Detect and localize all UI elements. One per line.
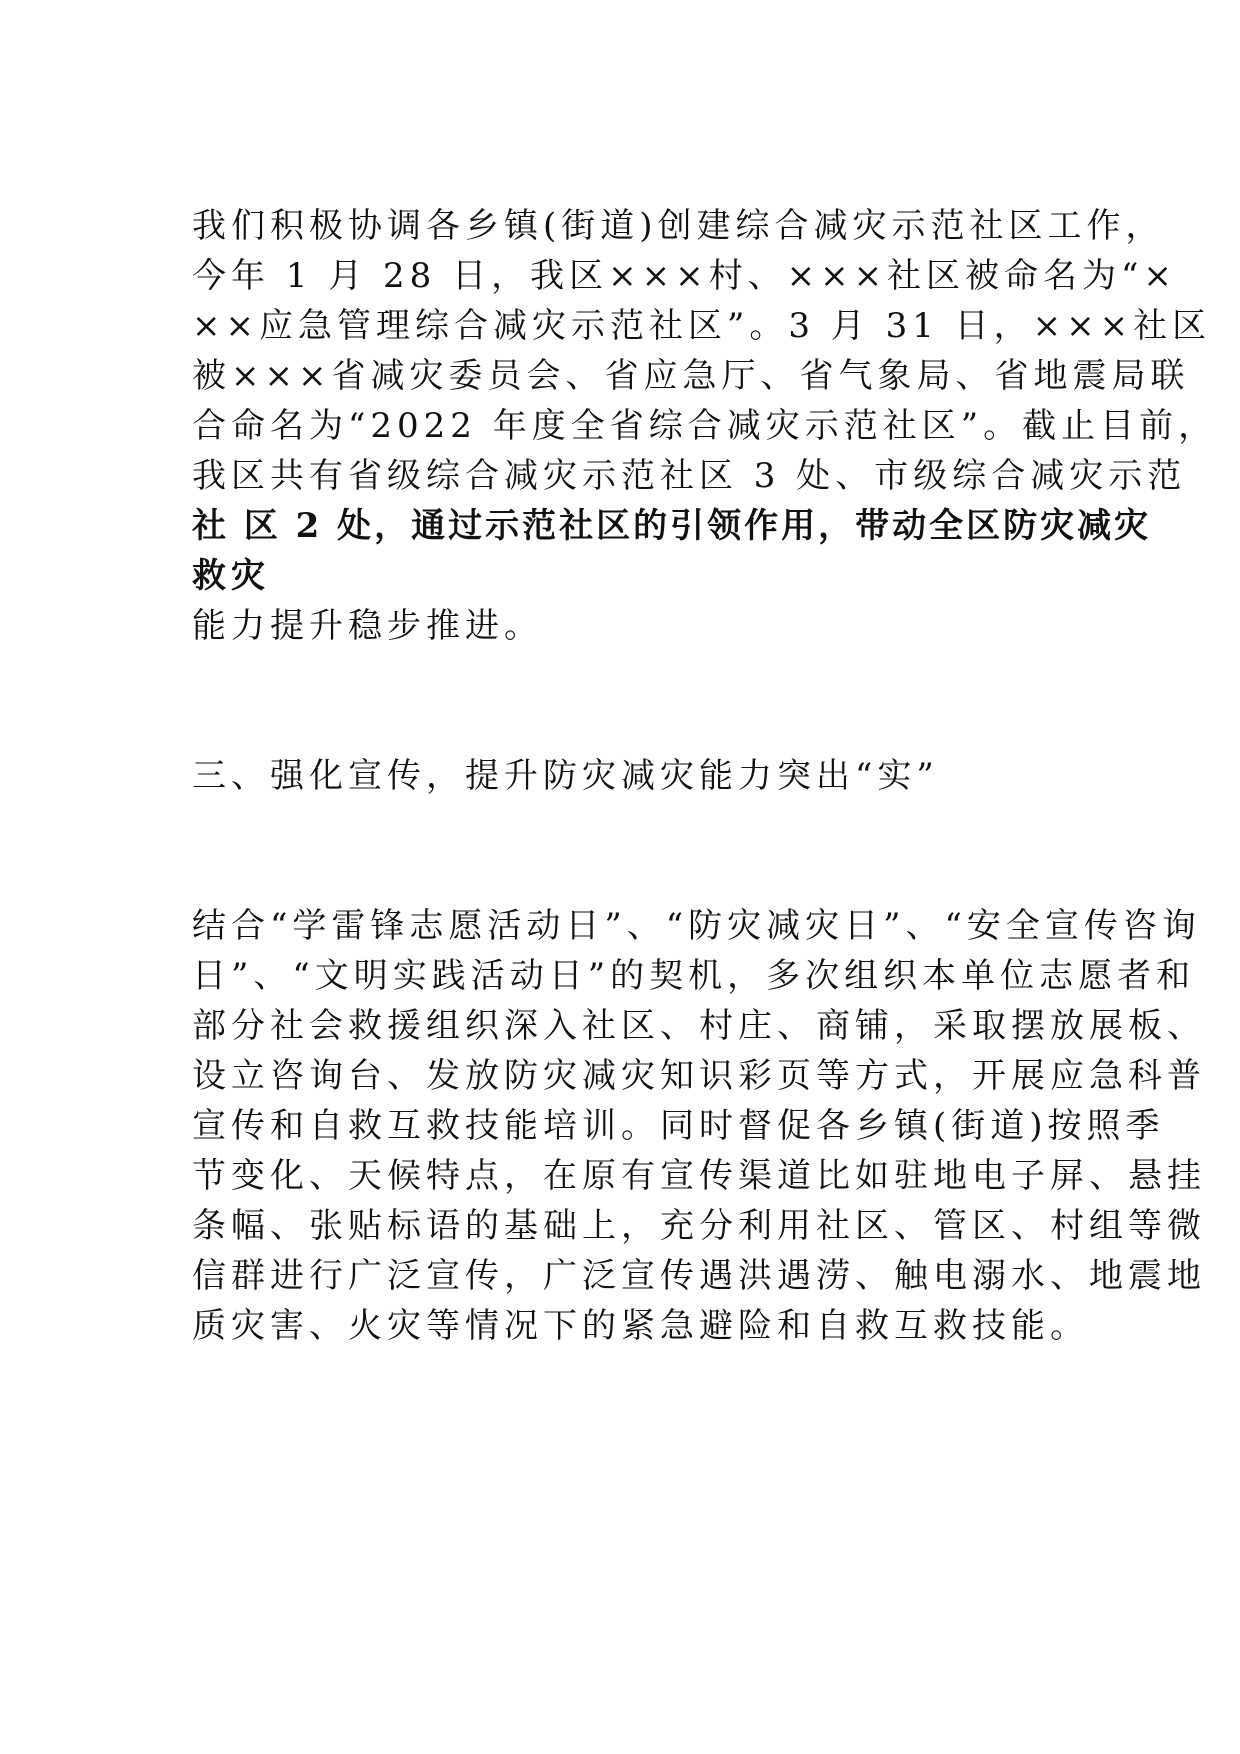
paragraph-1-line-8: 救灾 bbox=[192, 556, 270, 596]
paragraph-1-line-7: 社 区 2 处，通过示范社区的引领作用，带动全区防灾减灾 bbox=[192, 506, 1152, 546]
paragraph-2-line-2: 日”、“文明实践活动日”的契机，多次组织本单位志愿者和 bbox=[192, 956, 1196, 996]
section-heading-3: 三、强化宣传，提升防灾减灾能力突出“实” bbox=[192, 756, 939, 796]
paragraph-2-line-4: 设立咨询台、发放防灾减灾知识彩页等方式，开展应急科普 bbox=[192, 1056, 1206, 1096]
paragraph-1-line-4: 被×××省减灾委员会、省应急厅、省气象局、省地震局联 bbox=[192, 356, 1190, 396]
paragraph-2-line-8: 信群进行广泛宣传，广泛宣传遇洪遇涝、触电溺水、地震地 bbox=[192, 1256, 1206, 1296]
paragraph-2-line-5: 宣传和自救互救技能培训。同时督促各乡镇(街道)按照季 bbox=[192, 1106, 1165, 1146]
paragraph-1-line-6: 我区共有省级综合减灾示范社区 3 处、市级综合减灾示范 bbox=[192, 456, 1187, 496]
paragraph-1-line-3: ××应急管理综合减灾示范社区”。3 月 31 日，×××社区 bbox=[192, 306, 1212, 346]
paragraph-1-line-1: 我们积极协调各乡镇(街道)创建综合减灾示范社区工作， bbox=[192, 206, 1165, 246]
paragraph-1-line-2: 今年 1 月 28 日，我区×××村、×××社区被命名为“× bbox=[192, 256, 1177, 296]
paragraph-1-line-5: 合命名为“2022 年度全省综合减灾示范社区”。截止目前， bbox=[192, 406, 1218, 446]
paragraph-2-line-6: 节变化、天候特点，在原有宣传渠道比如驻地电子屏、悬挂 bbox=[192, 1156, 1206, 1196]
paragraph-2-line-3: 部分社会救援组织深入社区、村庄、商铺，采取摆放展板、 bbox=[192, 1006, 1206, 1046]
paragraph-2-line-1: 结合“学雷锋志愿活动日”、“防灾减灾日”、“安全宣传咨询 bbox=[192, 906, 1201, 946]
paragraph-2-line-9: 质灾害、火灾等情况下的紧急避险和自救互救技能。 bbox=[192, 1306, 1089, 1346]
paragraph-2-line-7: 条幅、张贴标语的基础上，充分利用社区、管区、村组等微 bbox=[192, 1206, 1206, 1246]
paragraph-1-line-9: 能力提升稳步推进。 bbox=[192, 606, 543, 646]
